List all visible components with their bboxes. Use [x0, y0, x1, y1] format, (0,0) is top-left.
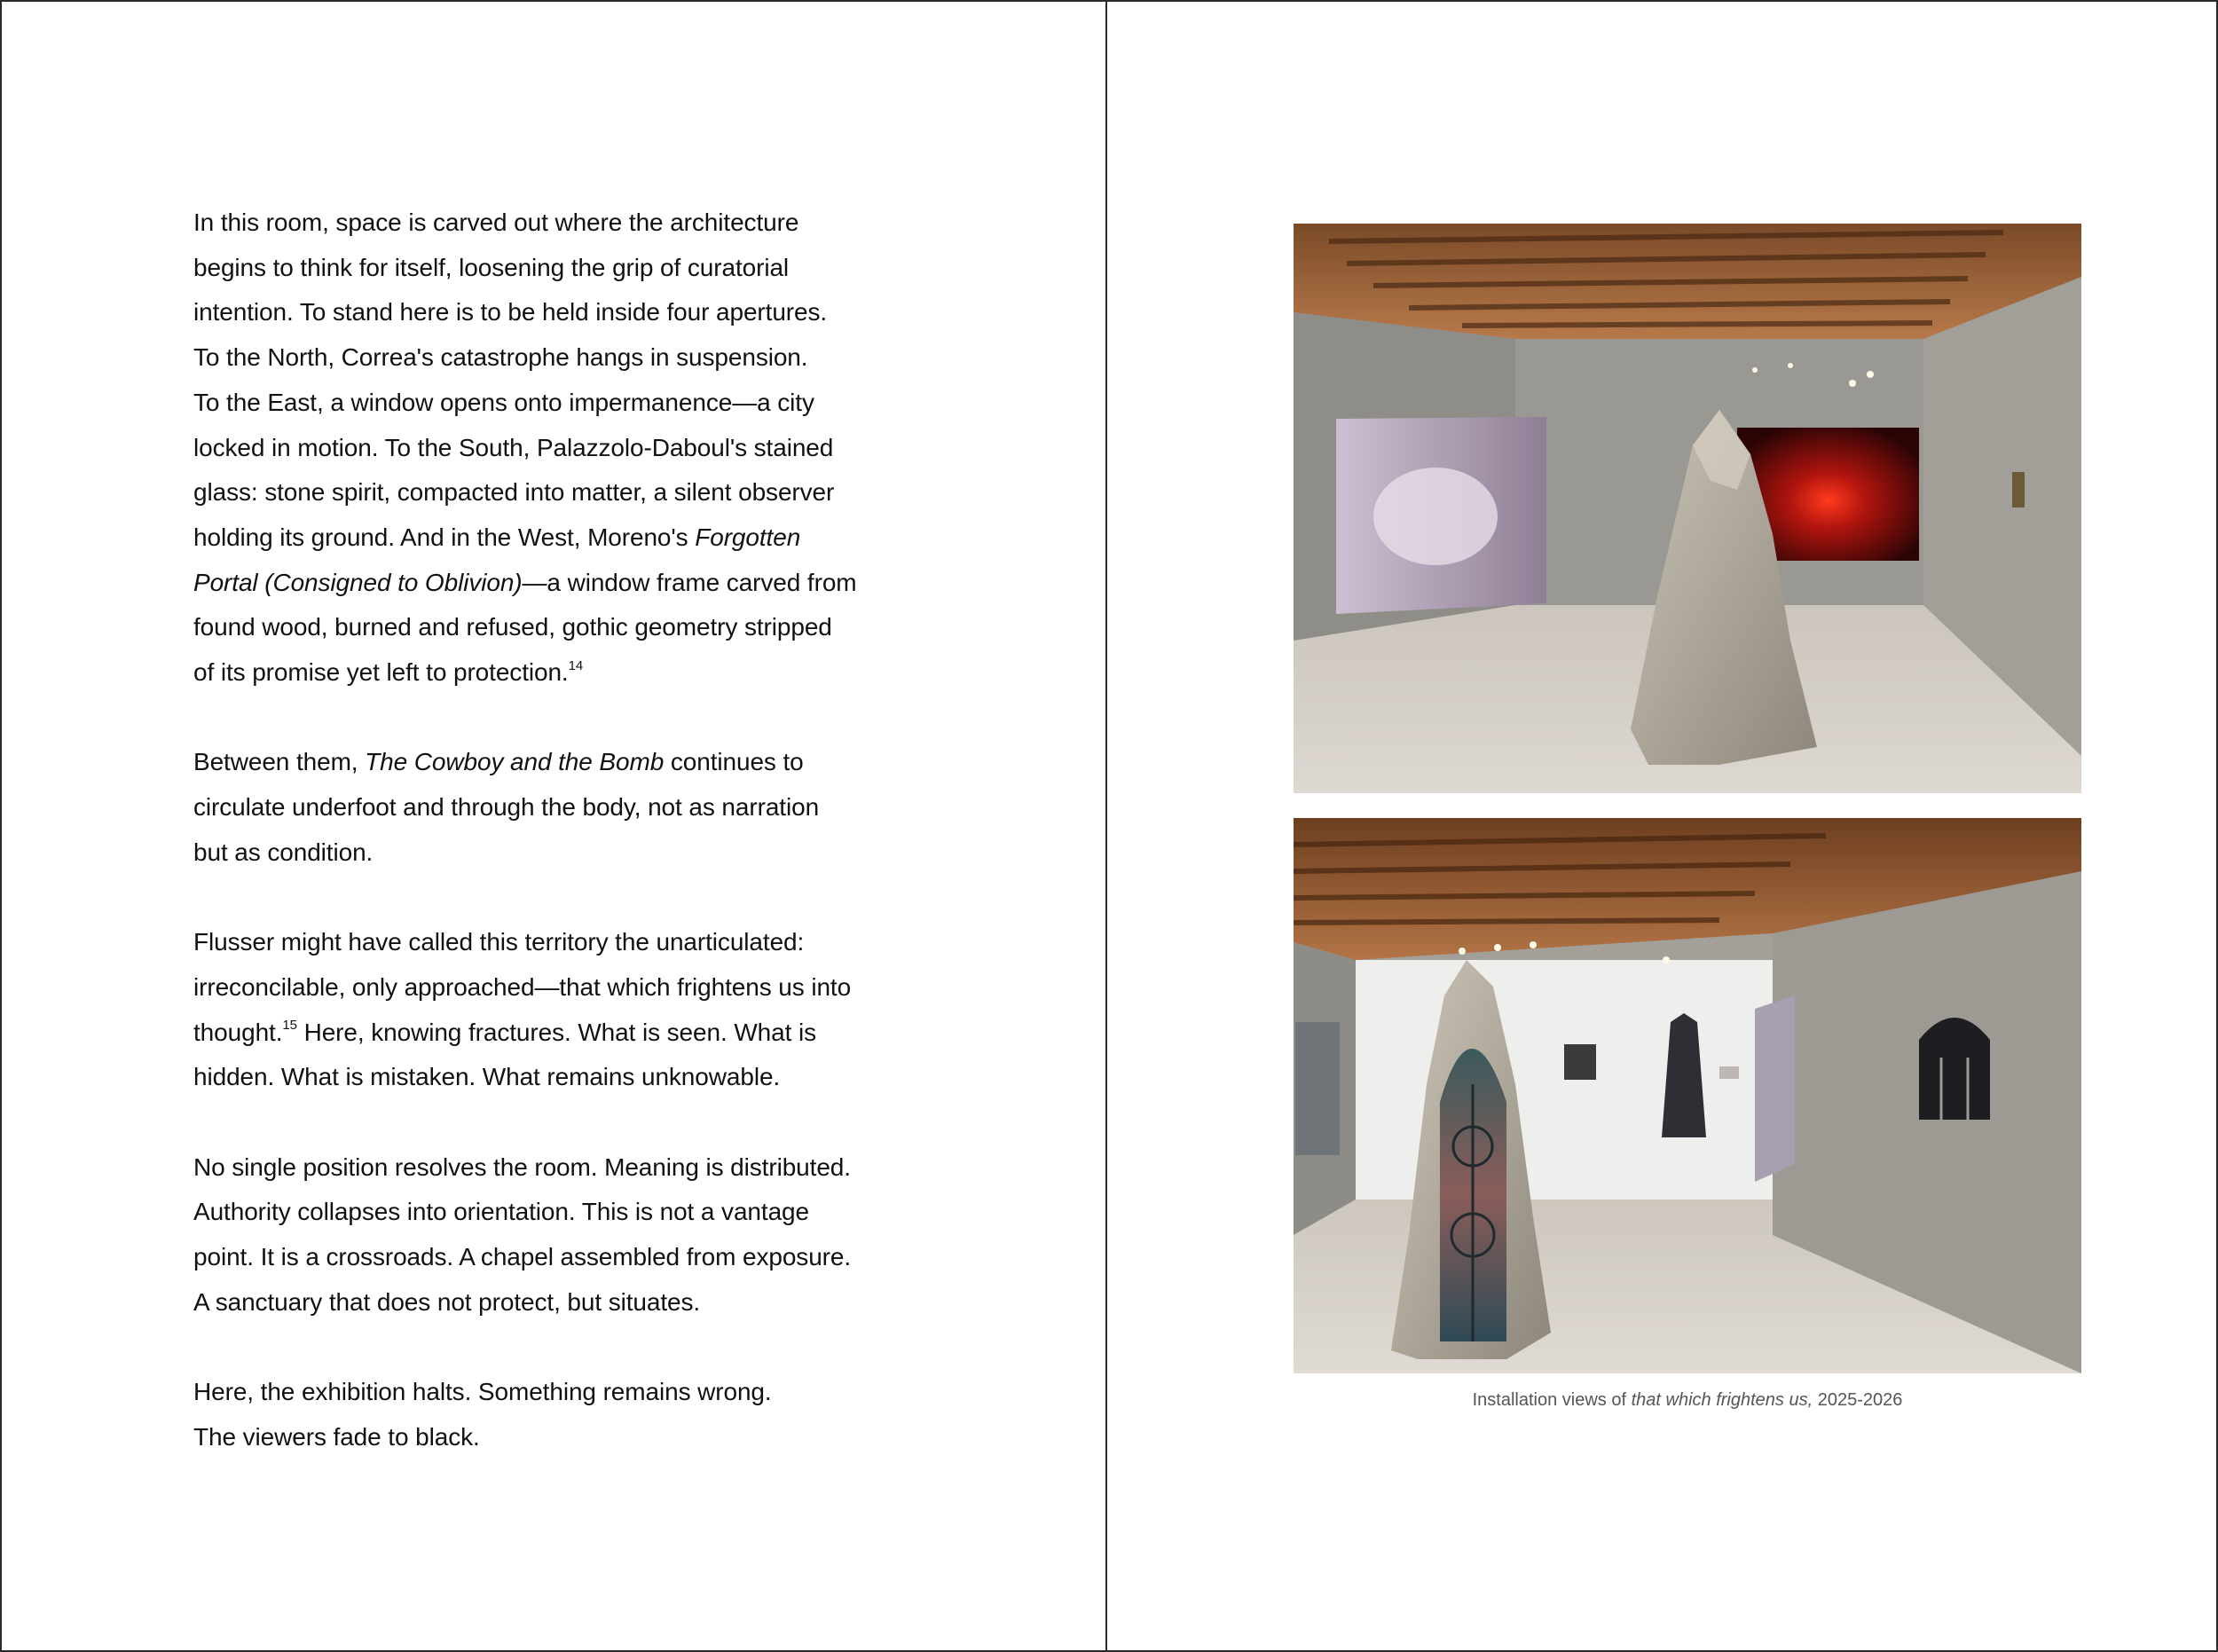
text-line: of its promise yet left to protection.$^{14}$ [193, 657, 584, 687]
right-page [1107, 2, 2218, 1650]
photo-caption: Installation views of that which frightens us, 2025-2026 [1472, 1390, 1903, 1410]
text-line: No single position resolves the room. Meaning is distributed. [193, 1152, 851, 1181]
text-line: Between them, The Cowboy and the Bomb continues to [193, 748, 804, 776]
text-line: Flusser might have called this territory the unarticulated: [193, 928, 805, 956]
text-line: A sanctuary that does not protect, but situates. [193, 1287, 701, 1316]
text-line: but as condition. [193, 838, 374, 866]
caption-title: that which frightens us, [1631, 1390, 1813, 1410]
left-page [2, 2, 1107, 1650]
italic-title: Portal (Consigned to Oblivion) [193, 568, 523, 596]
text-line: circulate underfoot and through the body, not as narration [193, 793, 820, 822]
text-line: Here, the exhibition halts. Something remains wrong. [193, 1378, 772, 1406]
text-line: point. It is a crossroads. A chapel assembled from exposure. [193, 1243, 852, 1271]
text-line: begins to think for itself, loosening the grip of curatorial [193, 253, 790, 281]
text-line: found wood, burned and refused, gothic geometry stripped [193, 613, 832, 641]
text-line: thought.$^{15}$ Here, knowing fractures. What is seen. What is [193, 1018, 816, 1046]
text-line: holding its ground. And in the West, Moreno's Forgotten [193, 523, 801, 551]
essay-text [193, 201, 903, 1460]
text-line: irreconcilable, only approached—that which frightens us into [193, 972, 852, 1001]
installation-photo-1 [1294, 224, 2081, 793]
text-line: The viewers fade to black. [193, 1422, 480, 1451]
paragraph-4 [193, 1145, 903, 1326]
italic-title: Forgotten [695, 523, 801, 551]
text-line: To the North, Correa's catastrophe hangs in suspension. [193, 343, 808, 372]
text-line: To the East, a window opens onto impermanence—a city [193, 388, 814, 416]
footnote-ref-15: 15 [282, 1018, 297, 1034]
text-line: Authority collapses into orientation. This is not a vantage [193, 1198, 809, 1226]
italic-title: The Cowboy and the Bomb [365, 748, 665, 776]
paragraph-5 [193, 1370, 903, 1459]
text-line: Portal (Consigned to Oblivion)—a window frame carved from [193, 568, 857, 596]
text-line: locked in motion. To the South, Palazzolo-Daboul's stained [193, 433, 834, 461]
installation-photo-2 [1294, 818, 2081, 1373]
paragraph-1 [193, 201, 903, 696]
text-line: In this room, space is carved out where the architecture [193, 208, 799, 236]
paragraph-2 [193, 740, 903, 875]
paragraph-3 [193, 920, 903, 1100]
footnote-ref-14: 14 [568, 657, 584, 673]
text-line: hidden. What is mistaken. What remains unknowable. [193, 1063, 781, 1091]
text-line: intention. To stand here is to be held inside four apertures. [193, 298, 828, 326]
text-line: glass: stone spirit, compacted into matter, a silent observer [193, 478, 835, 507]
